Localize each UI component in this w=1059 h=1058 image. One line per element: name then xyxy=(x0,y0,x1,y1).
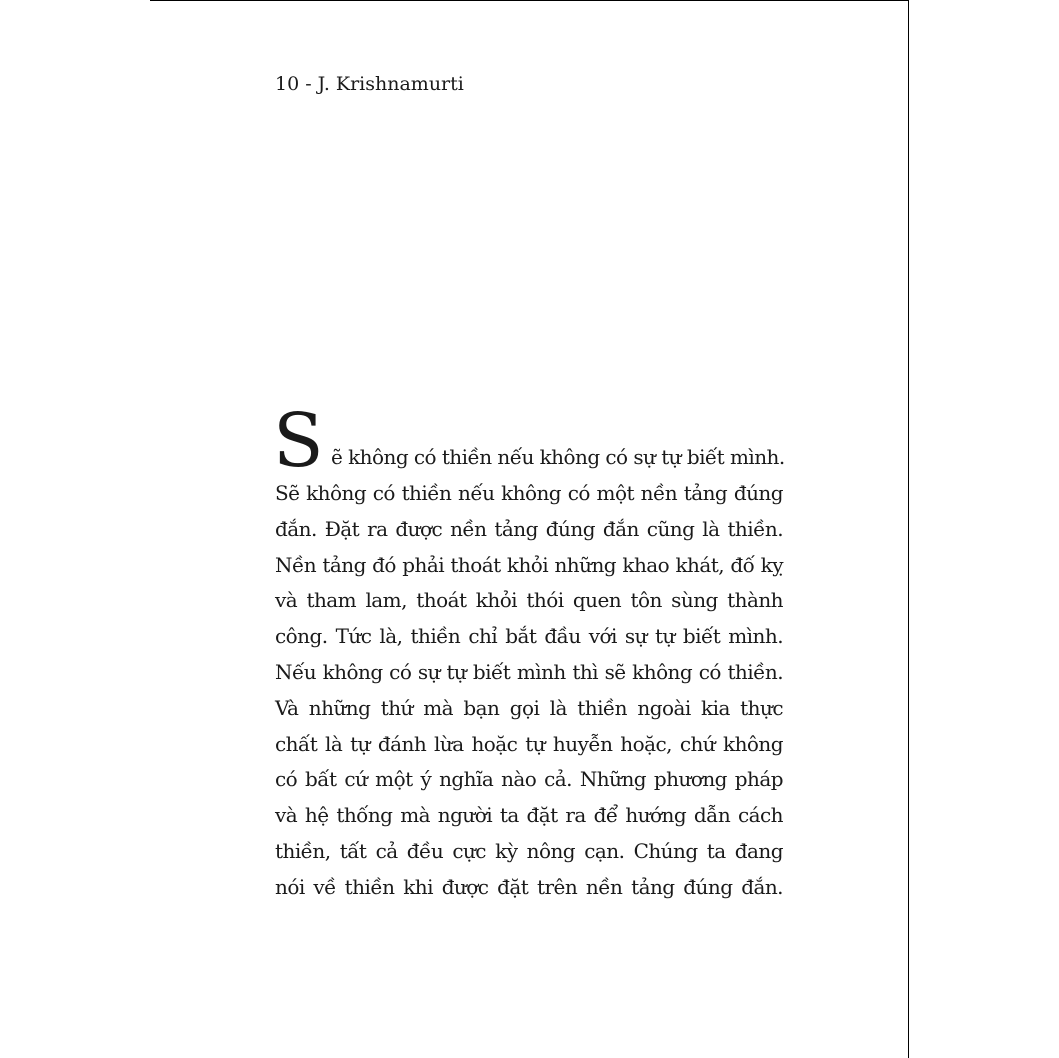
paragraph-line: Và những thứ mà bạn gọi là thiền ngoài kia thực xyxy=(275,695,783,720)
paragraph-line: chất là tự đánh lừa hoặc tự huyễn hoặc, chứ không xyxy=(275,731,783,756)
paragraph-line: thiền, tất cả đều cực kỳ nông cạn. Chúng ta đang xyxy=(275,838,783,863)
body-paragraph xyxy=(273,398,785,906)
paragraph-line: có bất cứ một ý nghĩa nào cả. Những phương pháp xyxy=(275,767,783,792)
paragraph-line: Nếu không có sự tự biết mình thì sẽ không có thiền. xyxy=(275,659,783,684)
paragraph-line: nói về thiền khi được đặt trên nền tảng đúng đắn. xyxy=(275,874,783,899)
paragraph-line: Nền tảng đó phải thoát khỏi những khao khát, đố kỵ xyxy=(275,552,783,577)
page-edge-right xyxy=(908,0,909,1058)
paragraph-line: và hệ thống mà người ta đặt ra để hướng dẫn cách xyxy=(275,803,783,828)
paragraph-line: công. Tức là, thiền chỉ bắt đầu với sự tự biết mình. xyxy=(275,624,783,649)
paragraph-line: đắn. Đặt ra được nền tảng đúng đắn cũng là thiền. xyxy=(275,516,783,541)
running-head: 10 - J. Krishnamurti xyxy=(275,73,464,95)
paragraph-first-line xyxy=(273,398,785,484)
page-edge-top xyxy=(150,0,909,1)
paragraph-line: và tham lam, thoát khỏi thói quen tôn sùng thành xyxy=(275,588,783,613)
paragraph-line: Sẽ không có thiền nếu không có một nền tảng đúng xyxy=(275,481,783,505)
drop-cap: S xyxy=(273,398,324,484)
first-line-text: ẽ không có thiền nếu không có sự tự biết mình. xyxy=(331,445,785,470)
